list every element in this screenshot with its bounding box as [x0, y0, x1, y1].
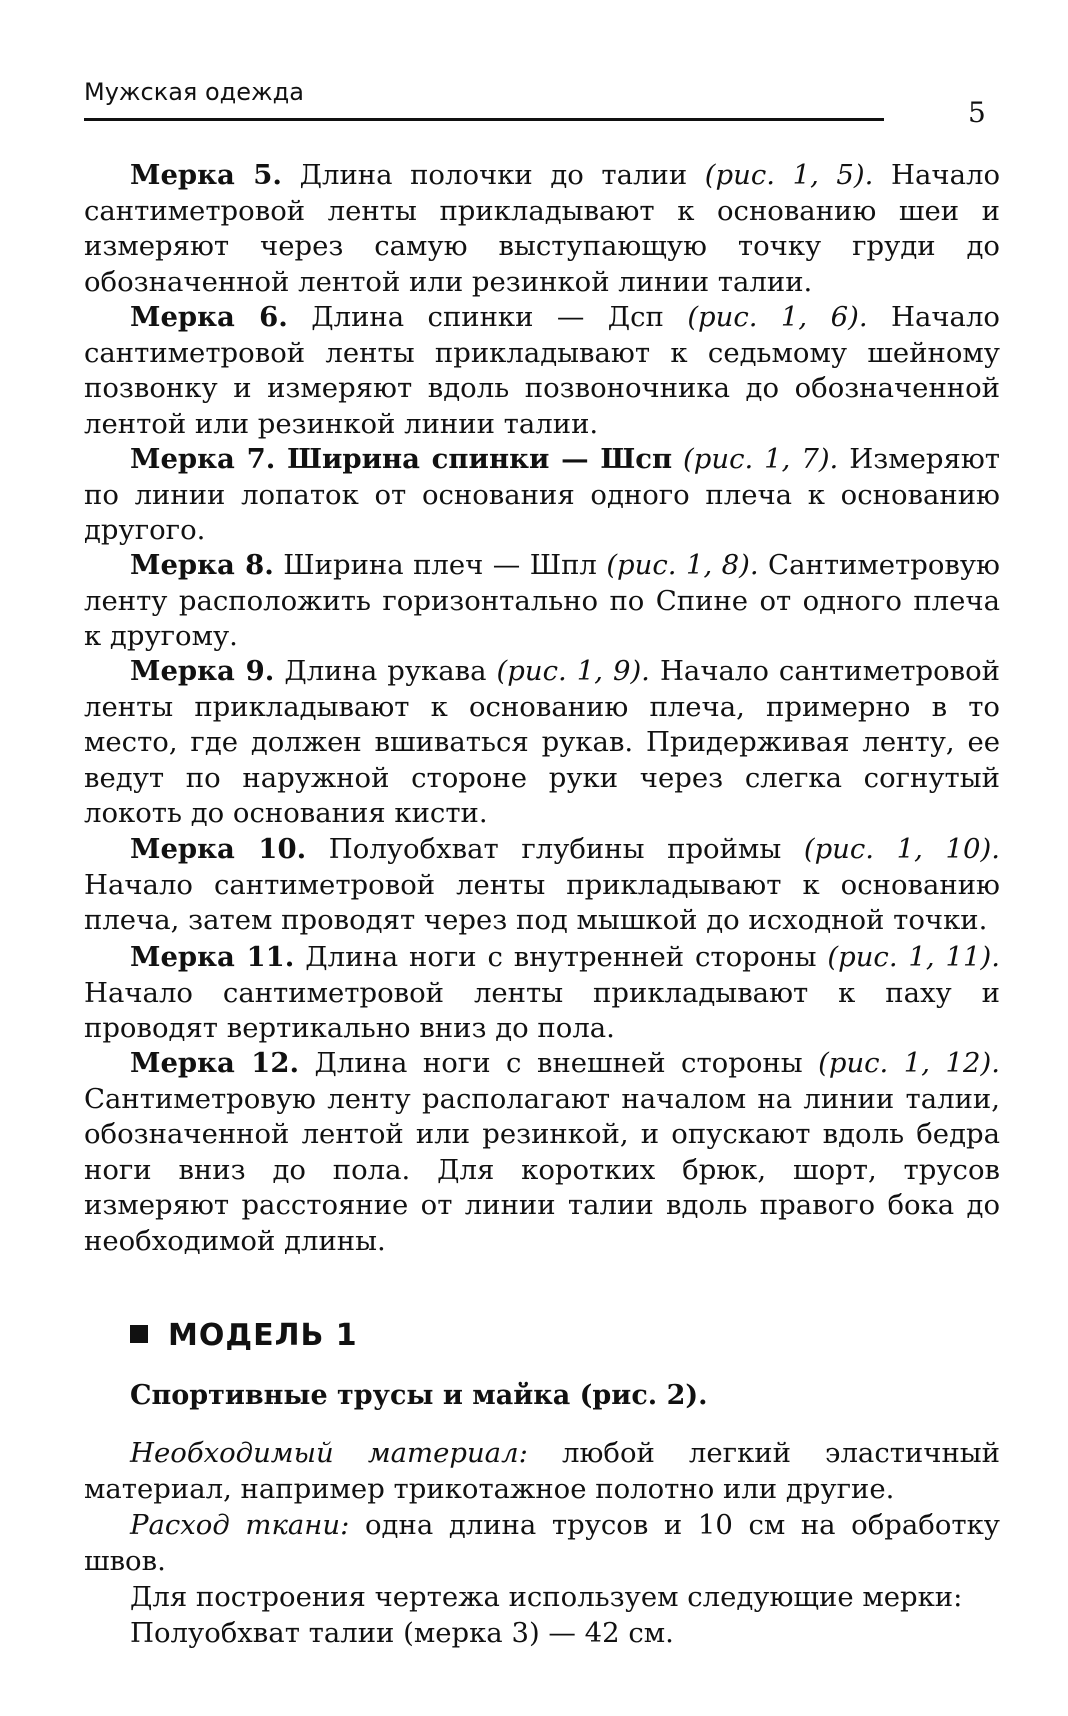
measure-text: Длина рукава [274, 655, 497, 687]
measure-lead: Мерка 6. [130, 301, 288, 333]
paragraph-measures-intro [84, 1580, 1000, 1616]
square-bullet-icon [130, 1325, 148, 1343]
header-rule [84, 118, 884, 121]
measure-lead: Мерка 11. [130, 941, 295, 973]
paragraph-measure-9 [84, 654, 1000, 832]
page-number: 5 [968, 96, 986, 129]
fabric-text: одна длина трусов и 10 см на обработку швов. [84, 1509, 1000, 1577]
paragraph-measure-7 [84, 442, 1000, 549]
paragraph-measure-6 [84, 300, 1000, 442]
measure-text [672, 443, 683, 475]
figure-reference: (рис. 1, 12). [818, 1047, 1001, 1079]
measure-description: Начало сантиметровой ленты прикладывают к паху и проводят вертикально вниз до пола. [84, 976, 1000, 1044]
section-heading [130, 1318, 358, 1353]
measure-description: Начало сантиметровой ленты прикладывают к седьмому шейному позвонку и измеряют вдоль позвоночника до обозначенной лентой или резинкой линии талии. [84, 301, 1000, 440]
paragraph-material [84, 1436, 1000, 1507]
paragraph-measure-10 [84, 832, 1000, 939]
measures-intro-text: Для построения чертежа используем следующие мерки: [130, 1581, 963, 1613]
paragraph-fabric [84, 1508, 1000, 1579]
measure-text: Длина ноги с внешней стороны [299, 1047, 819, 1079]
measure-text: Длина полочки до талии [282, 159, 705, 191]
figure-reference: (рис. 1, 9). [496, 655, 650, 687]
measure-description: Начало сантиметровой ленты прикладывают к основанию плеча, затем проводят через под мышкой до исходной точки. [84, 868, 1000, 936]
measure-lead: Мерка 8. [130, 549, 274, 581]
figure-reference: (рис. 1, 11). [827, 941, 1000, 973]
paragraph-measure-12 [84, 1046, 1000, 1259]
measure-lead: Мерка 9. [130, 655, 275, 687]
measure-lead: Мерка 12. [130, 1047, 300, 1079]
measure-description: Сантиметровую ленту располагают началом на линии талии, обозначенной лентой или резинкой, и опускают вдоль бедра ноги вниз до пола. Для коротких брюк, шорт, трусов измеряют расстояние от линии талии вдоль правого бока до необходимой длины. [84, 1082, 1000, 1257]
running-header [84, 78, 884, 118]
figure-reference: (рис. 1, 7). [683, 443, 839, 475]
measure-text: Длина спинки — Дсп [287, 301, 688, 333]
measure-lead: Мерка 7. Ширина спинки — Шсп [130, 443, 673, 475]
paragraph-measure-11 [84, 940, 1000, 1047]
paragraph-measure-line [84, 1616, 1000, 1652]
measure-description: Измеряют по линии лопаток от основания одного плеча к основанию другого. [84, 443, 1000, 546]
material-text: любой легкий эластичный материал, например трикотажное полотно или другие. [84, 1437, 1000, 1505]
figure-reference: (рис. 1, 8). [606, 549, 759, 581]
measure-lead: Мерка 10. [130, 833, 307, 865]
measure-text: Ширина плеч — Шпл [273, 549, 607, 581]
section-heading-text: МОДЕЛЬ 1 [168, 1318, 358, 1353]
measure-lead: Мерка 5. [130, 159, 282, 191]
measure-description: Сантиметровую ленту расположить горизонтально по Спине от одного плеча к другому. [84, 549, 1000, 652]
material-lead: Необходимый материал: [130, 1437, 528, 1469]
figure-reference: (рис. 1, 5). [704, 159, 874, 191]
paragraph-measure-5 [84, 158, 1000, 300]
measure-description: Начало сантиметровой ленты прикладывают к основанию плеча, примерно в то место, где должен вшиваться рукав. Придерживая ленту, ее ведут по наружной стороне руки через слегка согнутый локоть до основания кисти. [84, 655, 1000, 829]
measure-text: Полуобхват глубины проймы [306, 833, 804, 865]
figure-reference: (рис. 1, 10). [803, 833, 1000, 865]
section-subheading: Спортивные трусы и майка (рис. 2). [130, 1380, 708, 1411]
measure-line-text: Полуобхват талии (мерка 3) — 42 см. [130, 1617, 674, 1649]
figure-reference: (рис. 1, 6). [687, 301, 868, 333]
measure-description: Начало сантиметровой ленты прикладывают к основанию шеи и измеряют через самую выступающую точку груди до обозначенной лентой или резинкой линии талии. [84, 159, 1000, 298]
running-head-title: Мужская одежда [84, 78, 304, 106]
fabric-lead: Расход ткани: [130, 1509, 350, 1541]
paragraph-measure-8 [84, 548, 1000, 655]
measure-text: Длина ноги с внутренней стороны [294, 941, 828, 973]
